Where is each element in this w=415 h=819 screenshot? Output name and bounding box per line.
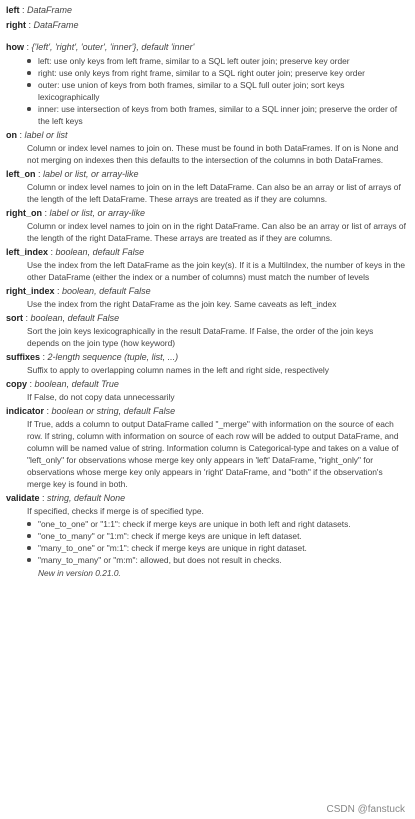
param-term: left_index : boolean, default False (6, 247, 145, 257)
param-description: Column or index level names to join on. These must be found in both DataFrames. If on is None and not merging on indexes then this defaults to the intersection of the columns in both DataFrames. (27, 143, 399, 165)
param-type: boolean, default False (62, 286, 151, 296)
param-description: Use the index from the right DataFrame as the join key. Same caveats as left_index (27, 299, 337, 309)
bullet-icon (27, 107, 31, 111)
param-type: boolean, default False (55, 247, 145, 257)
param-name: copy (6, 379, 28, 389)
param-left (6, 4, 409, 17)
param-type: string, default None (47, 493, 126, 503)
param-description: Sort the join keys lexicographically in the result DataFrame. If False, the order of the join keys depends on the join type (how keyword) (27, 326, 374, 348)
param-left-index (6, 246, 409, 283)
param-indicator (6, 405, 409, 490)
param-name: on (6, 130, 17, 140)
list-item: "one_to_many" or "1:m": check if merge keys are unique in left dataset. (6, 530, 409, 542)
param-term: sort : boolean, default False (6, 313, 120, 323)
param-term: indicator : boolean or string, default False (6, 406, 176, 416)
param-type: boolean or string, default False (51, 406, 176, 416)
param-right-index (6, 285, 409, 310)
param-type: label or list (24, 130, 68, 140)
param-term: how : {'left', 'right', 'outer', 'inner'}, default 'inner' (6, 42, 195, 52)
param-sort (6, 312, 409, 349)
watermark: CSDN @fanstuck (326, 804, 405, 815)
param-how (6, 41, 409, 127)
param-right-on (6, 207, 409, 244)
param-copy (6, 378, 409, 403)
param-term: right_index : boolean, default False (6, 286, 151, 296)
param-term: left_on : label or list, or array-like (6, 169, 139, 179)
param-name: left (6, 5, 20, 15)
param-term: left : DataFrame (6, 5, 73, 15)
param-description: Use the index from the left DataFrame as the join key(s). If it is a MultiIndex, the number of keys in the other DataFrame (either the index or a number of columns) must match the number of levels (27, 260, 405, 282)
param-right (6, 19, 409, 32)
param-left-on (6, 168, 409, 205)
param-type: {'left', 'right', 'outer', 'inner'}, default 'inner' (31, 42, 195, 52)
param-description: If True, adds a column to output DataFrame called "_merge" with information on the source of each row. If string, column with information on source of each row will be added to output DataFrame, and column will be named value of string. Information column is Categorical-type and takes on a value of "left_only" for observations whose merge key only appears in 'left' DataFrame, "right_only" for observations whose merge key only appears in 'right' DataFrame, and "both" if the observation's merge key is found in both. (27, 419, 399, 489)
bullet-icon (27, 546, 31, 550)
param-description: If specified, checks if merge is of specified type. (27, 506, 204, 516)
bullet-icon (27, 522, 31, 526)
param-description: If False, do not copy data unnecessarily (27, 392, 175, 402)
param-validate (6, 492, 409, 579)
param-name: suffixes (6, 352, 41, 362)
param-term: right_on : label or list, or array-like (6, 208, 146, 218)
param-type: label or list, or array-like (43, 169, 139, 179)
param-name: sort (6, 313, 24, 323)
param-name: left_index (6, 247, 49, 257)
param-name: right (6, 20, 26, 30)
param-type: DataFrame (33, 20, 79, 30)
version-note: New in version 0.21.0. (38, 568, 121, 578)
param-name: validate (6, 493, 40, 503)
bullet-icon (27, 83, 31, 87)
param-name: right_index (6, 286, 55, 296)
param-term: copy : boolean, default True (6, 379, 119, 389)
list-item: outer: use union of keys from both frames, similar to a SQL full outer join; sort keys lexicographically (6, 79, 409, 103)
list-item: left: use only keys from left frame, similar to a SQL left outer join; preserve key order (6, 55, 409, 67)
list-item: inner: use intersection of keys from both frames, similar to a SQL inner join; preserve the order of the left keys (6, 103, 409, 127)
param-name: left_on (6, 169, 36, 179)
list-item: "many_to_many" or "m:m": allowed, but does not result in checks. (6, 554, 409, 566)
param-term: validate : string, default None (6, 493, 126, 503)
param-description: Column or index level names to join on in the right DataFrame. Can also be an array or list of arrays of the length of the right DataFrame. These arrays are treated as if they are columns. (27, 221, 406, 243)
param-type: boolean, default True (34, 379, 119, 389)
param-name: indicator (6, 406, 45, 416)
param-term: right : DataFrame (6, 20, 79, 30)
param-term: on : label or list (6, 130, 68, 140)
param-suffixes (6, 351, 409, 376)
bullet-icon (27, 59, 31, 63)
param-name: right_on (6, 208, 42, 218)
param-on (6, 129, 409, 166)
list-item: "many_to_one" or "m:1": check if merge keys are unique in right dataset. (6, 542, 409, 554)
param-type: label or list, or array-like (49, 208, 146, 218)
param-type: 2-length sequence (tuple, list, ...) (47, 352, 179, 362)
param-description: Suffix to apply to overlapping column names in the left and right side, respectively (27, 365, 329, 375)
bullet-list (6, 518, 409, 566)
bullet-list (6, 55, 409, 127)
param-name: how (6, 42, 24, 52)
bullet-icon (27, 534, 31, 538)
param-type: boolean, default False (30, 313, 120, 323)
param-description: Column or index level names to join on in the left DataFrame. Can also be an array or list of arrays of the length of the left DataFrame. These arrays are treated as if they are columns. (27, 182, 401, 204)
list-item: "one_to_one" or "1:1": check if merge keys are unique in both left and right datasets. (6, 518, 409, 530)
bullet-icon (27, 71, 31, 75)
list-item: right: use only keys from right frame, similar to a SQL right outer join; preserve key order (6, 67, 409, 79)
param-type: DataFrame (27, 5, 73, 15)
param-term: suffixes : 2-length sequence (tuple, list, ...) (6, 352, 179, 362)
bullet-icon (27, 558, 31, 562)
